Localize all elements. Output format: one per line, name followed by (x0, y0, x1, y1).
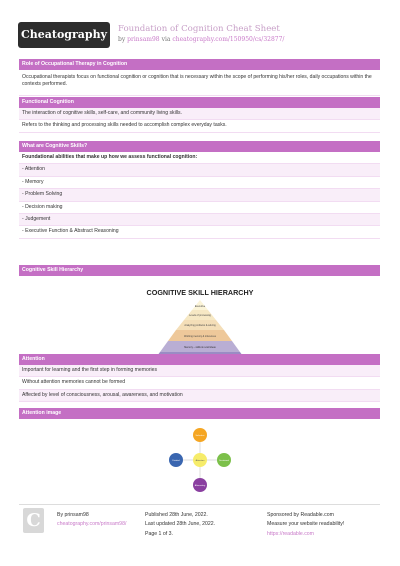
sheet-url-link[interactable]: cheatography.com/150950/cs/32877/ (172, 36, 285, 43)
pyramid-level-label: Analyzing problems & solving (183, 324, 216, 327)
list-item: Affected by level of consciousness, arousal, awareness, and motivation (19, 390, 380, 402)
footer-sponsor-name: Sponsored by Readable.com (267, 512, 334, 518)
section-functional-cognition (19, 97, 380, 133)
section-heading: Attention (19, 354, 380, 365)
cheatography-logo[interactable]: Cheatography (18, 22, 110, 48)
section-role-ot (19, 59, 380, 96)
list-intro (19, 152, 380, 164)
section-text: Occupational therapists focus on functional cognition or cognition that is necessary within the scope of performing his/her roles, daily occupations within the contexts performed. (19, 70, 380, 96)
page-footer (19, 504, 380, 554)
node-label: Sustained (218, 460, 229, 462)
footer-sponsor-link[interactable]: https://readable.com (267, 530, 315, 537)
footer-dates (145, 511, 215, 539)
byline-via: via (161, 36, 171, 43)
node-label: Alternating (194, 485, 205, 487)
node-label: Divided (171, 460, 180, 462)
attention-diagram-image (165, 425, 235, 495)
footer-author-name: By prinsam98 (57, 512, 89, 518)
section-heading: Attention image (19, 408, 380, 419)
attention-image-container (19, 419, 380, 495)
pyramid-level-label: Memory – skills & recall ideas (183, 346, 216, 349)
list-item: - Attention (19, 164, 380, 176)
hierarchy-image-title: COGNITIVE SKILL HIERARCHY (146, 288, 253, 297)
list-item: Without attention memories cannot be formed (19, 377, 380, 389)
list-item: Refers to the thinking and processing skills needed to accomplish complex everyday tasks. (19, 120, 380, 132)
footer-updated: Last updated 28th June, 2022. (145, 521, 216, 528)
pyramid-level-label: Levels of processing (188, 314, 211, 317)
footer-sponsor-text: Measure your website readability! (267, 521, 345, 528)
footer-author-link[interactable]: cheatography.com/prinsam98/ (57, 521, 127, 528)
byline (118, 36, 284, 43)
footer-sponsor (267, 511, 344, 539)
list-item: - Memory (19, 177, 380, 189)
footer-page-number: Page 1 of 3. (145, 530, 173, 537)
list-item: - Executive Function & Abstract Reasoning (19, 226, 380, 238)
list-item: - Problem Solving (19, 189, 380, 201)
section-cognitive-skills (19, 141, 380, 239)
footer-author (57, 511, 126, 530)
list-intro-text: Foundational abilities that make up how we assess functional cognition: (22, 154, 198, 160)
list-item: - Decision making (19, 202, 380, 214)
page-title: Foundation of Cognition Cheat Sheet (118, 24, 280, 34)
section-heading: Functional Cognition (19, 97, 380, 108)
section-attention-image (19, 408, 380, 495)
section-attention (19, 354, 380, 402)
byline-by: by (118, 36, 126, 43)
list-item: Important for learning and the first step in forming memories (19, 365, 380, 377)
list-item: The interaction of cognitive skills, self-care, and community living skills. (19, 108, 380, 120)
node-label: Selective (195, 435, 204, 437)
list-item: - Judgement (19, 214, 380, 226)
section-heading: What are Cognitive Skills? (19, 141, 380, 152)
cheatography-c-logo: C (23, 508, 44, 533)
footer-published: Published 28th June, 2022. (145, 512, 208, 518)
pyramid-level-label: Working memory & inferences (183, 335, 216, 338)
page-header (0, 0, 400, 56)
node-label: Attention (195, 460, 204, 462)
author-link[interactable]: prinsam98 (127, 36, 160, 43)
section-heading: Role of Occupational Therapy in Cognition (19, 59, 380, 70)
section-heading: Cognitive Skill Hierarchy (19, 265, 380, 276)
pyramid-level-label: Executive (194, 305, 205, 308)
